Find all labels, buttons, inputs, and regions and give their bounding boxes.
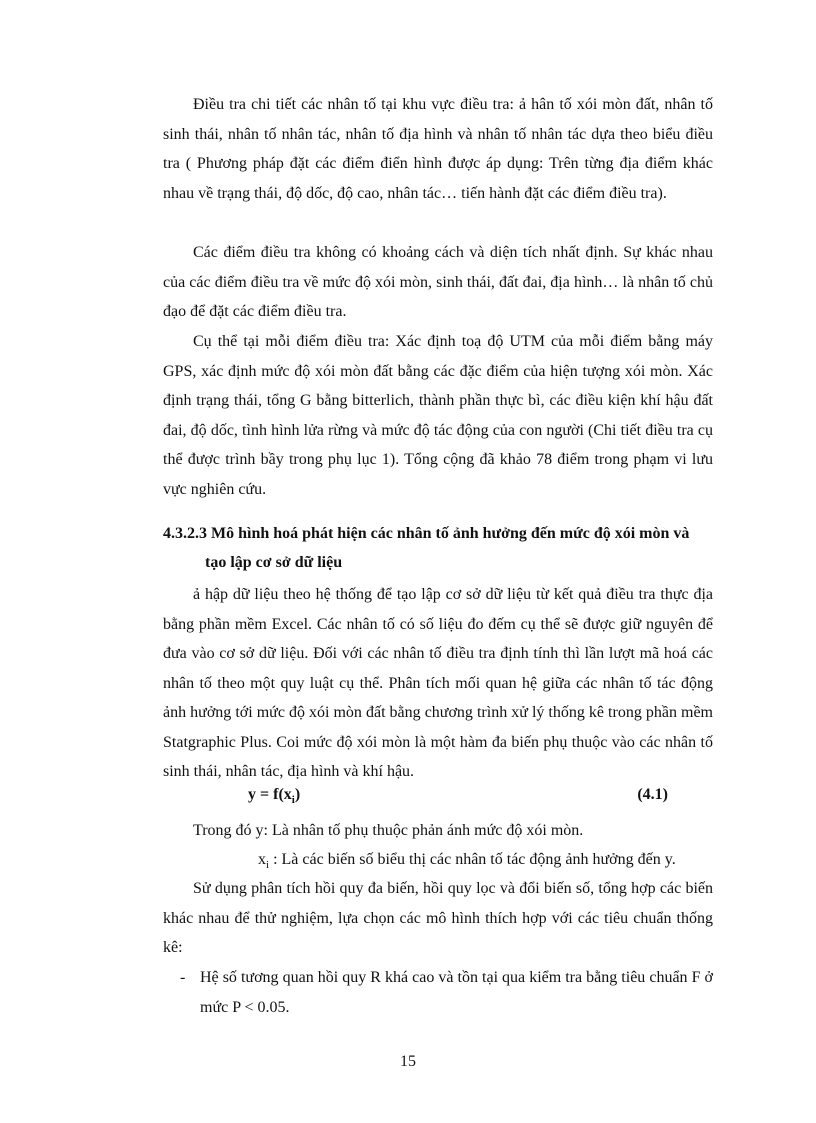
equation-formula: $y = f(x_i)$: [248, 786, 301, 807]
paragraph-survey-points: Các điểm điều tra không có khoảng cách và diện tích nhất định. Sự khác nhau của các điểm điều tra về mức độ xói mòn, sinh thái, đất đai, địa hình… là nhân tố chủ đạo để đặt các điểm điều tra.: [163, 244, 713, 320]
bullet-text: Hệ số tương quan hồi quy R khá cao và tồn tại qua kiểm tra bằng tiêu chuẩn F ở mức P < 0.05.: [200, 969, 713, 1016]
page-number: 15: [400, 1053, 416, 1070]
equation-row: [248, 786, 668, 816]
paragraph-survey-details: Điều tra chi tiết các nhân tố tại khu vực điều tra: ả hân tố xói mòn đất, nhân tố sinh thái, nhân tố nhân tác, nhân tố địa hình và nhân tố nhân tác dựa theo biểu điều tra ( Phương pháp đặt các điểm điển hình được áp dụng: Trên từng địa điểm khác nhau về trạng thái, độ dốc, độ cao, nhân tác… tiến hành đặt các điểm điều tra).: [163, 96, 713, 202]
paragraph-regression: Sử dụng phân tích hồi quy đa biến, hồi quy lọc và đổi biến số, tổng hợp các biến khác nhau để thử nghiệm, lựa chọn các mô hình thích hợp với các tiêu chuẩn thống kê:: [163, 880, 713, 956]
equation-number: (4.1): [637, 786, 668, 803]
paragraph-specific-survey: Cụ thể tại mỗi điểm điều tra: Xác định toạ độ UTM của mỗi điểm bằng máy GPS, xác định mức độ xói mòn đất bằng các đặc điểm của hiện tượng xói mòn. Xác định trạng thái, tổng G bằng bitterlich, thành phần thực bì, các điều kiện khí hậu đất đai, độ dốc, tình hình lửa rừng và mức độ tác động của con người (Chi tiết điều tra cụ thể được trình bầy trong phụ lục 1). Tổng cộng đã khảo 78 điểm trong phạm vi lưu vực nghiên cứu.: [163, 333, 713, 498]
bullet-dash: -: [180, 969, 186, 986]
heading-line-2: tạo lập cơ sở dữ liệu: [205, 554, 343, 571]
heading-line-1: 4.3.2.3 Mô hình hoá phát hiện các nhân tố ảnh hưởng đến mức độ xói mòn và: [163, 525, 690, 542]
paragraph-data-entry: ả hập dữ liệu theo hệ thống để tạo lập cơ sở dữ liệu từ kết quả điều tra thực địa bằng phần mềm Excel. Các nhân tố có số liệu đo đếm cụ thể sẽ được giữ nguyên để đưa vào cơ sở dữ liệu. Đối với các nhân tố điều tra định tính thì lần lượt mã hoá các nhân tố theo một quy luật cụ thể. Phân tích mối quan hệ giữa các nhân tố tác động ảnh hưởng tới mức độ xói mòn đất bằng chương trình xử lý thống kê trong phần mềm Statgraphic Plus. Coi mức độ xói mòn là một hàm đa biến phụ thuộc vào các nhân tố sinh thái, nhân tác, địa hình và khí hậu.: [163, 586, 713, 780]
where-line-xi: $x_i$ : Là các biến số biểu thị các nhân tố tác động ảnh hưởng đến y.: [258, 851, 676, 872]
where-line-y: Trong đó y: Là nhân tố phụ thuộc phản ánh mức độ xói mòn.: [193, 822, 584, 839]
section-heading: [163, 519, 723, 577]
